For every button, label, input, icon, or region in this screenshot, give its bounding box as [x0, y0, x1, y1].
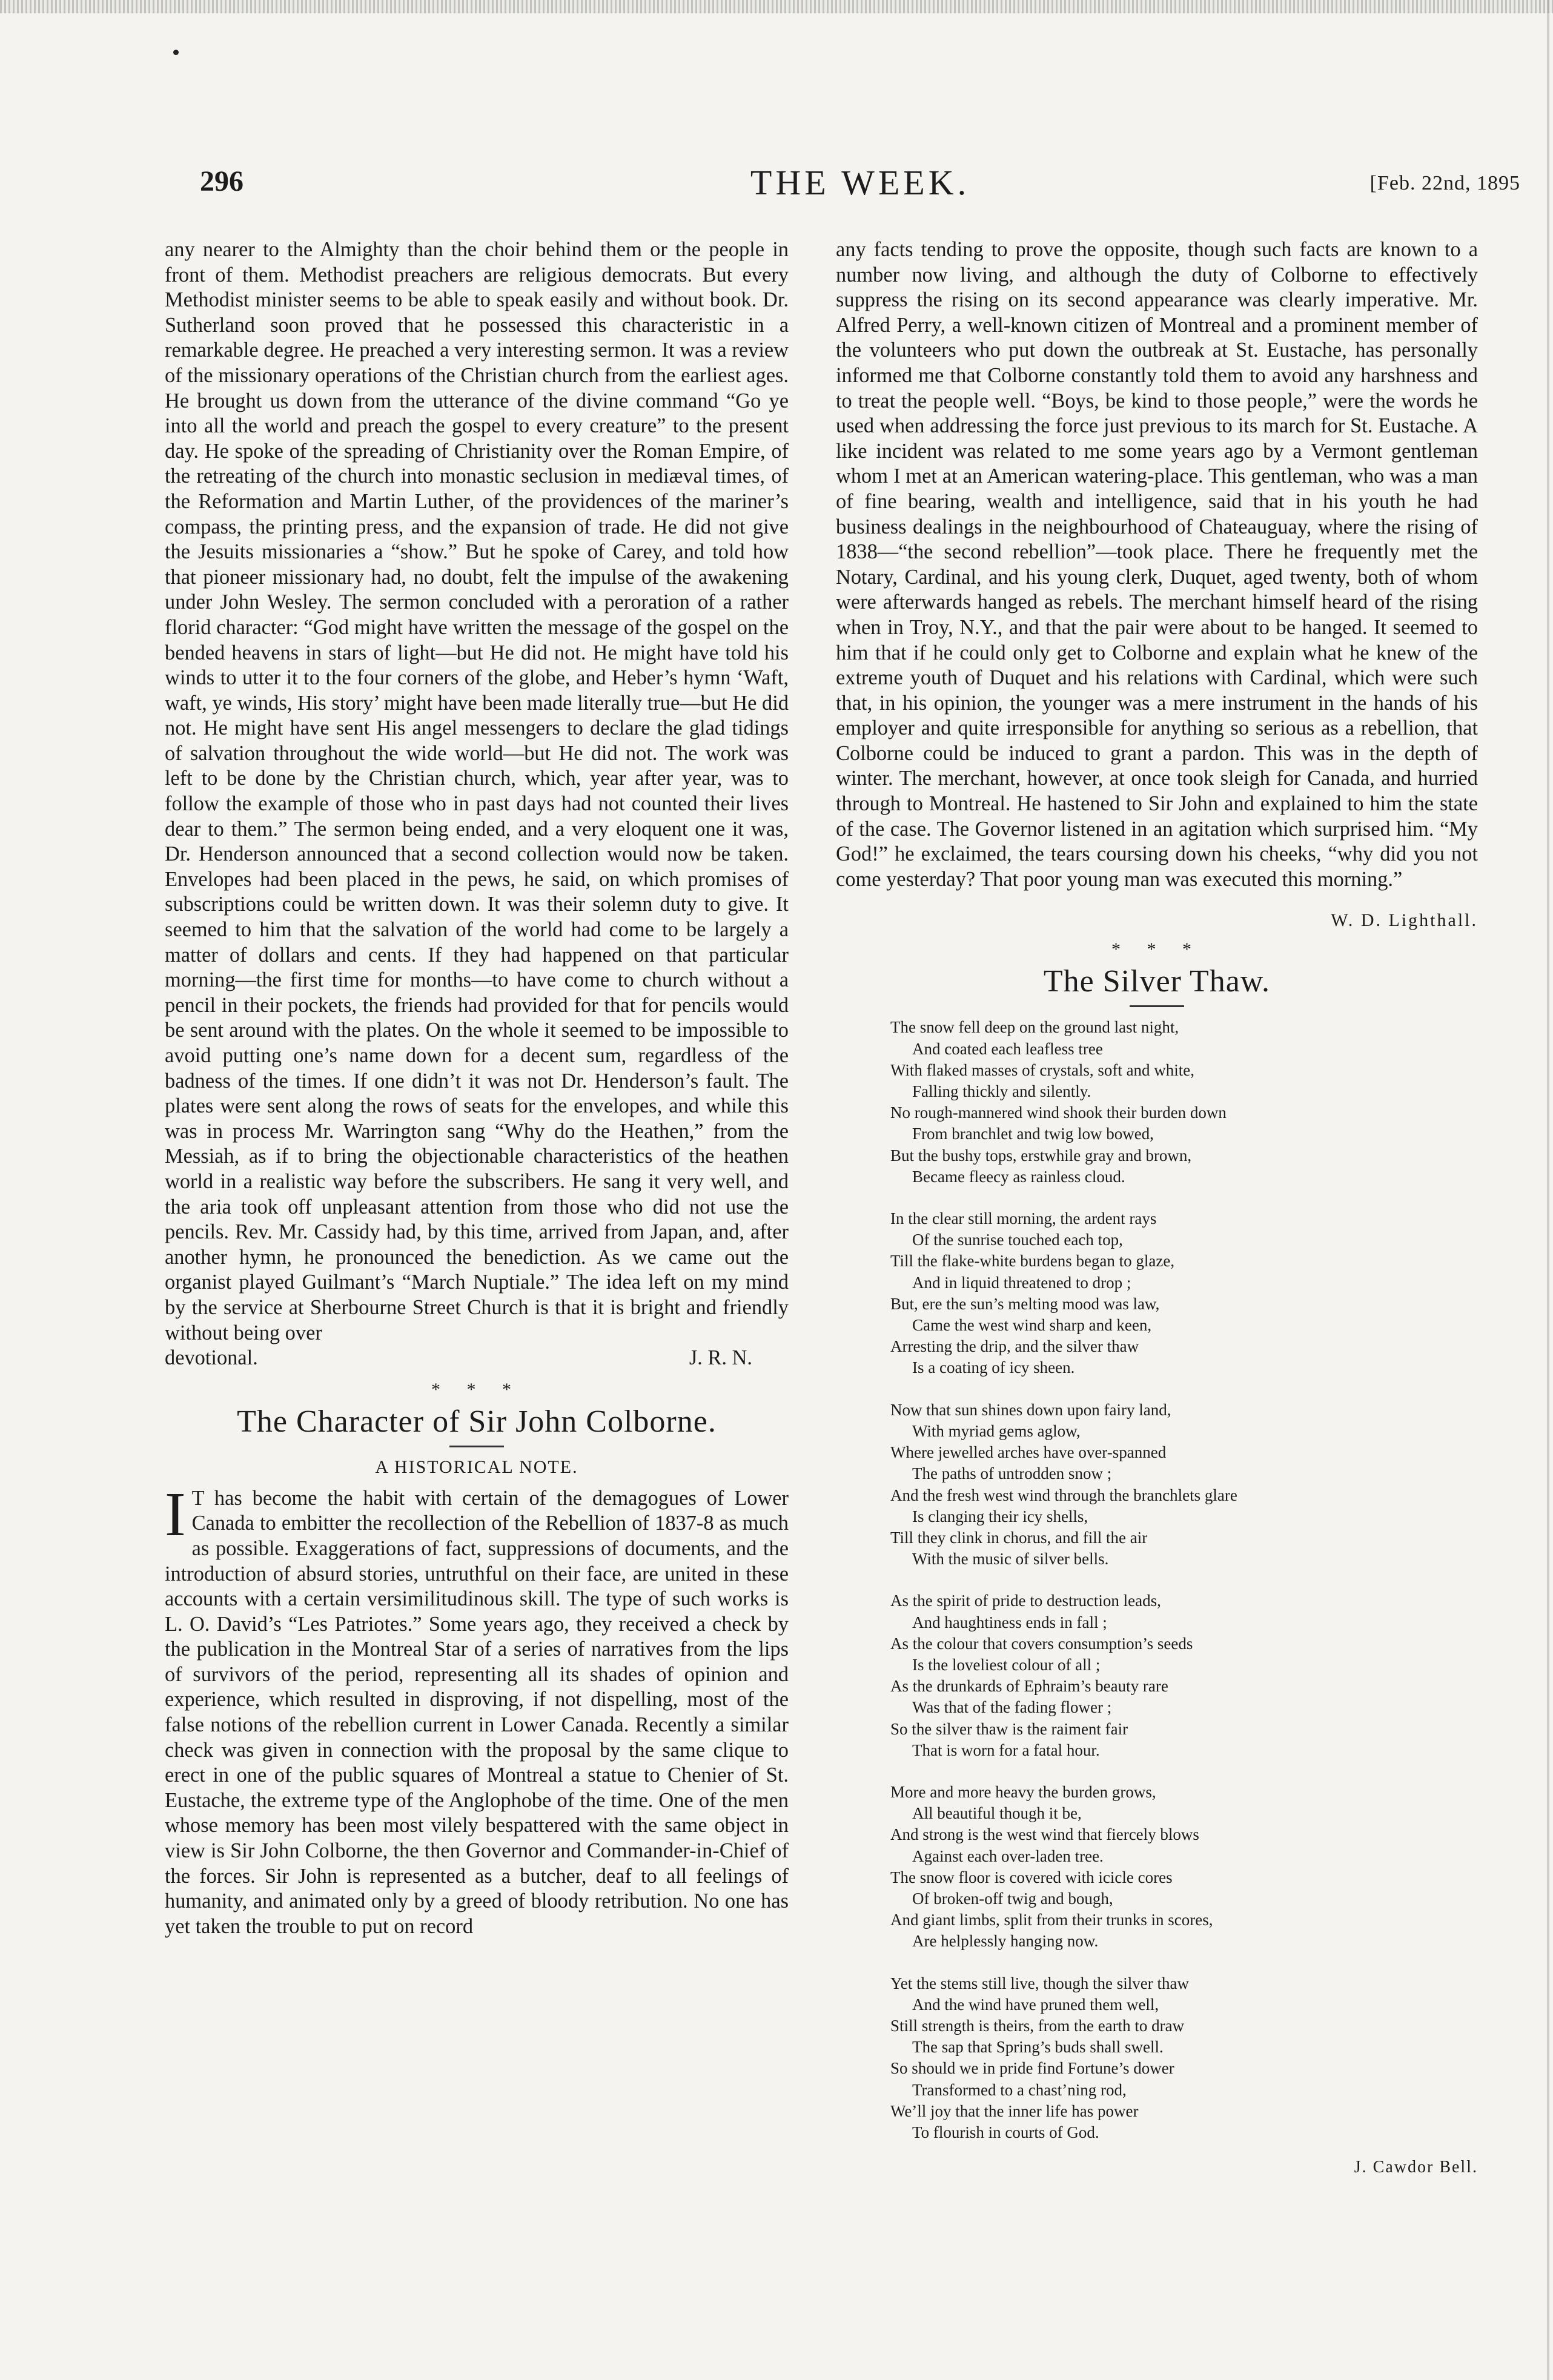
issue-date: [Feb. 22nd, 1895 — [1369, 172, 1520, 194]
poem-line: More and more heavy the burden grows, — [890, 1782, 1156, 1801]
page-number: 296 — [200, 165, 243, 197]
poem-line: And the fresh west wind through the branchlets glare — [890, 1486, 1237, 1504]
article-continuation: any facts tending to prove the opposite, though such facts are known to a number now living, and although the duty of Colborne to effectively suppress the rising on its second appearance was clearly imperative. Mr. Alfred Perry, a well-known citizen of Montreal and a prominent member of the volunteers who put down the outbreak at St. Eustache, has personally informed me that Colborne constantly told them to avoid any harshness and to treat the people well. “Boys, be kind to those people,” were the words he used when addressing the force just previous to its march for St. Eustache. A like incident was related to me some years ago by a Vermont gentleman whom I met at an American watering-place. This gentleman, who was a man of fine bearing, wealth and intelligence, said that in his youth he had business dealings in the neighbourhood of Chateauguay, where the rising of 1838—“the second rebellion”—took place. There he frequently met the Notary, Cardinal, and his young clerk, Duquet, aged twenty, both of whom were afterwards hanged as rebels. The merchant himself heard of the rising when in Troy, N.Y., and that the pair were about to be hanged. It seemed to him that if he could only get to Colborne and explain what he knew of the extreme youth of Duquet and his relations with Cardinal, which were such that, in his opinion, the younger was a mere instrument in the hands of his employer and quite irresponsible for anything so serious as a rebellion, that Colborne could be induced to grant a pardon. This was in the depth of winter. The merchant, however, at once took sleigh for Canada, and hurried through to Montreal. He hastened to Sir John and explained to him the state of the case. The Governor listened in an agitation which surprised him. “My God!” he exclaimed, the tears coursing down his cheeks, “why did you not come yesterday? That poor young man was executed this morning.” — [836, 238, 1478, 891]
poem-line: Was that of the fading flower ; — [912, 1698, 1112, 1717]
poem-stanza — [890, 1590, 1478, 1761]
poem-line: To flourish in courts of God. — [912, 2123, 1099, 2141]
poem-stanza — [890, 1973, 1478, 2144]
page-top-edge — [0, 0, 1553, 13]
poem-line: With myriad gems aglow, — [912, 1421, 1081, 1440]
section-stars-2: * * * — [1111, 939, 1202, 960]
poem-line: Till the flake-white burdens began to glaze, — [890, 1252, 1175, 1271]
poem-line: Till they clink in chorus, and fill the air — [890, 1528, 1148, 1547]
masthead: THE WEEK. — [750, 163, 970, 202]
poem-line: In the clear still morning, the ardent rays — [890, 1209, 1157, 1228]
poem-line: As the spirit of pride to destruction leads, — [890, 1592, 1161, 1610]
poem-line: And in liquid threatened to drop ; — [912, 1273, 1131, 1292]
poem-line: But the bushy tops, erstwhile gray and brown, — [890, 1146, 1192, 1165]
poem-line: That is worn for a fatal hour. — [912, 1740, 1100, 1759]
poem-line: Still strength is theirs, from the earth to draw — [890, 2016, 1185, 2035]
poem-title: The Silver Thaw. — [1043, 964, 1271, 999]
poem-line: Where jewelled arches have over-spanned — [890, 1443, 1167, 1462]
poem-line: So the silver thaw is the raiment fair — [890, 1719, 1128, 1738]
drop-cap: I — [165, 1479, 186, 1549]
poem-line: And the wind have pruned them well, — [912, 1995, 1159, 2014]
poem-line: Are helplessly hanging now. — [912, 1932, 1099, 1951]
poem-line: Is clanging their icy shells, — [912, 1507, 1088, 1526]
poem-line: With flaked masses of crystals, soft and white, — [890, 1060, 1195, 1079]
poem-line: And giant limbs, split from their trunks in scores, — [890, 1911, 1213, 1929]
article-text: T has become the habit with certain of the demagogues of Lower Canada to embitter the recollection of the Rebellion of 1837-8 as much as possible. Exaggerations of fact, suppressions of documents, and the introduction of absurd stories, untruthful on their face, are united in these accounts with a certain versimilitudinous skill. The type of such works is L. O. David’s “Les Patriotes.” Some years ago, they received a check by the publication in the Montreal Star of a series of narratives from the lips of survivors of the period, representing all its shades of opinion and experience, which resulted in disproving, if not dispelling, most of the false notions of the rebellion current in Lower Canada. Recently a similar check was given in connection with the proposal by the same clique to erect in one of the public squares of Montreal a statue to Chenier of St. Eustache, the extreme type of the Anglophobe of the time. One of the men whose memory has been most vilely bespattered with the same object in view is Sir John Colborne, the then Governor and Commander-in-Chief of the forces. Sir John is represented as a butcher, deaf to all feelings of humanity, and animated only by a greed of bloody retribution. No one has yet taken the trouble to put on record — [165, 1486, 789, 1938]
poem-line: We’ll joy that the inner life has power — [890, 2101, 1139, 2120]
ink-dot — [173, 50, 179, 55]
article-paragraph — [165, 1479, 789, 1940]
poem-line: The sap that Spring’s buds shall swell. — [912, 2038, 1164, 2057]
poem-line: Of the sunrise touched each top, — [912, 1231, 1123, 1249]
poem-stanza — [890, 1208, 1478, 1379]
section-stars: * * * — [431, 1379, 522, 1400]
poem-line: So should we in pride find Fortune’s dower — [890, 2059, 1174, 2078]
poem — [890, 1017, 1478, 2143]
poem-line: Yet the stems still live, though the silver thaw — [890, 1974, 1189, 1992]
poem-line: Became fleecy as rainless cloud. — [912, 1167, 1125, 1186]
poem-line: Transformed to a chast’ning rod, — [912, 2080, 1127, 2099]
signature-jrn: J. R. N. — [689, 1346, 752, 1370]
poem-line: Against each over-laden tree. — [912, 1846, 1104, 1865]
page-header — [200, 165, 1520, 219]
poem-line: Of broken-off twig and bough, — [912, 1889, 1113, 1908]
poem-line: From branchlet and twig low bowed, — [912, 1125, 1154, 1143]
page-right-edge — [1547, 0, 1549, 2380]
poem-line: And strong is the west wind that fiercely blows — [890, 1825, 1199, 1844]
left-column — [165, 237, 789, 1939]
poem-stanza — [890, 1400, 1478, 1570]
poem-line: Falling thickly and silently. — [912, 1082, 1091, 1101]
article-title: The Character of Sir John Colborne. — [237, 1404, 717, 1439]
sermon-paragraph: any nearer to the Almighty than the choir behind them or the people in front of them. Methodist preachers are religious democrats. But every Methodist minister seems to be able to speak easily and without book. Dr. Sutherland soon proved that he possessed this characteristic in a remarkable degree. He preached a very interesting sermon. It was a review of the missionary operations of the Christian church from the earliest ages. He brought us down from the utterance of the divine command “Go ye into all the world and preach the gospel to every creature” to the present day. He spoke of the spreading of Christianity over the Roman Empire, of the retreating of the church into monastic seclusion in mediæval times, of the Reformation and Martin Luther, of the providences of the mariner’s compass, the printing press, and the expansion of trade. He did not give the Jesuits missionaries a “show.” But he spoke of Carey, and told how that pioneer missionary had, no doubt, felt the impulse of the awakening under John Wesley. The sermon concluded with a peroration of a rather florid character: “God might have written the message of the gospel on the bended heavens in stars of light—but He did not. He might have told his winds to utter it to the four corners of the globe, and Heber’s hymn ‘Waft, waft, ye winds, His story’ might have been made literally true—but He did not. He might have sent His angel messengers to declare the glad tidings of salvation throughout the wide world—but He did not. The work was left to be done by the Christian church, which, year after year, was to follow the example of those who in past days had not counted their lives dear to them.” The sermon being ended, and a very eloquent one it was, Dr. Henderson announced that a second collection would now be taken. Envelopes had been placed in the pews, he said, on which promises of subscriptions could be written down. It was their solemn duty to give. It seemed to him that the salvation of the world had come to be largely a matter of dollars and cents. If they had happened on that particular morning—the first time for months—to have come to church without a pencil in their pockets, the friends had provided for that for pencils would be sent around with the plates. On the whole it seemed to be impossible to avoid putting one’s name down for a decent sum, regardless of the badness of the times. If one didn’t it was not Dr. Henderson’s fault. The plates were sent along the rows of seats for the envelopes, and while this was in process Mr. Warrington sang “Why do the Heathen,” from the Messiah, as if to bring the objectionable characteristics of the heathen world in a realistic way before the subscribers. He sang it very well, and the aria took off unpleasant attention from those who did not use the pencils. Rev. Mr. Cassidy had, by this time, arrived from Japan, and, after another hymn, he pronounced the benediction. As we came out the organist played Guilmant’s “March Nuptiale.” The idea left on my mind by the service at Sherbourne Street Church is that it is bright and friendly without being over — [165, 238, 789, 1344]
sermon-closing — [165, 1346, 789, 1371]
poem-line: And coated each leafless tree — [912, 1039, 1103, 1058]
article-subtitle: A HISTORICAL NOTE. — [375, 1456, 578, 1477]
signature-lighthall: W. D. Lighthall. — [1331, 910, 1478, 931]
poem-line: Came the west wind sharp and keen, — [912, 1316, 1152, 1335]
poem-line: The snow floor is covered with icicle cores — [890, 1868, 1173, 1886]
right-column — [836, 237, 1478, 2177]
poem-line: As the drunkards of Ephraim’s beauty rare — [890, 1677, 1168, 1696]
sermon-last-word: devotional. — [165, 1346, 258, 1370]
poem-line: The paths of untrodden snow ; — [912, 1464, 1112, 1483]
poem-line: All beautiful though it be, — [912, 1804, 1082, 1823]
poem-line: With the music of silver bells. — [912, 1550, 1109, 1568]
poem-line: No rough-mannered wind shook their burden down — [890, 1103, 1227, 1122]
title-rule — [449, 1446, 504, 1447]
poem-stanza — [890, 1017, 1478, 1188]
poem-line: Now that sun shines down upon fairy land, — [890, 1400, 1171, 1419]
poem-stanza — [890, 1782, 1478, 1952]
poem-title-rule — [1130, 1005, 1184, 1007]
poem-line: Is the loveliest colour of all ; — [912, 1655, 1101, 1674]
poem-signature: J. Cawdor Bell. — [1354, 2158, 1478, 2177]
poem-line: Arresting the drip, and the silver thaw — [890, 1337, 1139, 1356]
poem-line: The snow fell deep on the ground last night, — [890, 1018, 1179, 1037]
poem-line: And haughtiness ends in fall ; — [912, 1613, 1107, 1631]
poem-line: Is a coating of icy sheen. — [912, 1358, 1075, 1377]
poem-line: But, ere the sun’s melting mood was law, — [890, 1294, 1160, 1313]
poem-line: As the colour that covers consumption’s seeds — [890, 1634, 1193, 1653]
